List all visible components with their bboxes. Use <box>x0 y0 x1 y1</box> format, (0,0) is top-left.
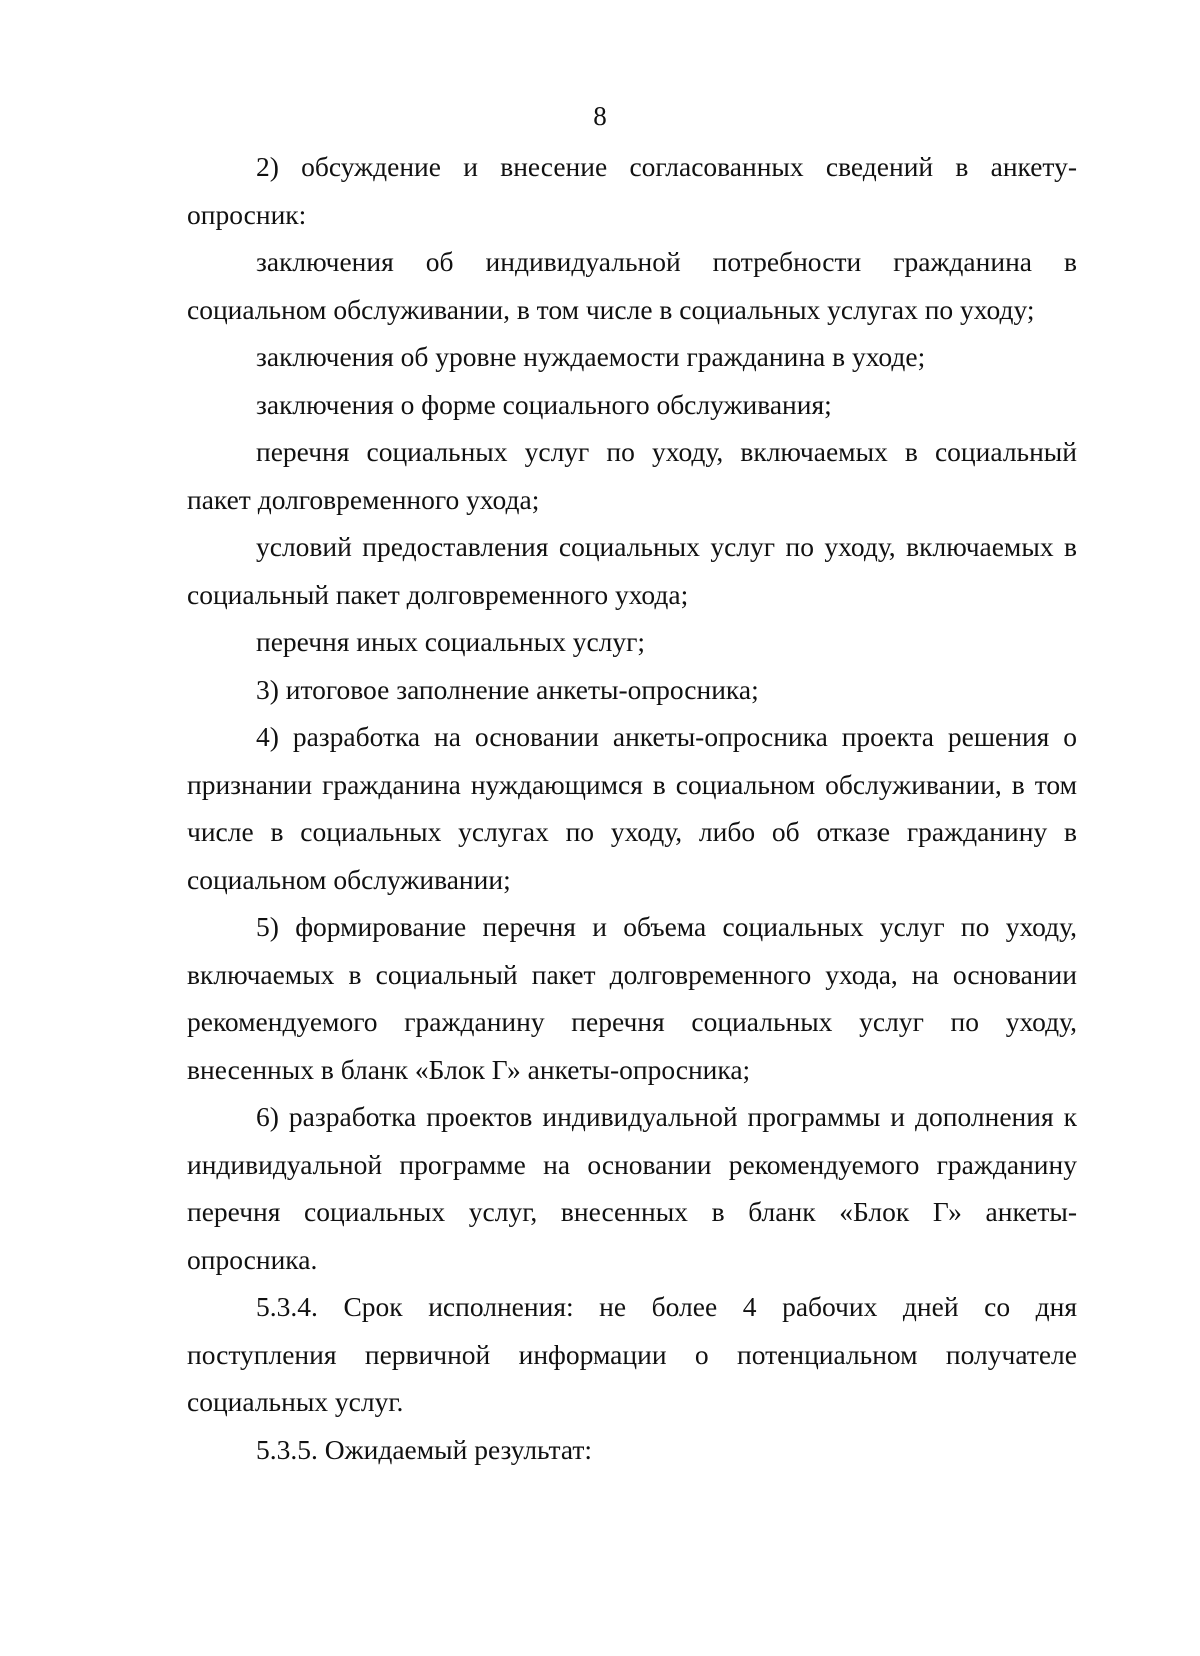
text-line: перечня социальных услуг, внесенных в бланк «Блок Г» анкеты- <box>187 1196 1077 1227</box>
text-line: поступления первичной информации о потенциальном получателе <box>187 1338 1077 1370</box>
text-line: опросник: <box>187 198 307 230</box>
text-line: 6) разработка проектов индивидуальной программы и дополнения к <box>256 1101 1077 1132</box>
text-line: перечня иных социальных услуг; <box>256 626 646 657</box>
text-line: 2) обсуждение и внесение согласованных сведений в анкету- <box>256 151 1077 182</box>
text-line: 4) разработка на основании анкеты-опросника проекта решения о <box>256 721 1077 752</box>
text-line: заключения об индивидуальной потребности гражданина в <box>256 246 1077 277</box>
text-line: 3) итоговое заполнение анкеты-опросника; <box>256 673 759 705</box>
text-line: рекомендуемого гражданину перечня социальных услуг по уходу, <box>187 1006 1077 1037</box>
section-5-3-4-line: 5.3.4. Срок исполнения: не более 4 рабочих дней со дня <box>256 1291 1077 1322</box>
text-line: заключения о форме социального обслуживания; <box>256 388 832 420</box>
text-line: опросника. <box>187 1243 318 1275</box>
text-line: числе в социальных услугах по уходу, либо об отказе гражданину в <box>187 816 1077 847</box>
text-line: перечня социальных услуг по уходу, включаемых в социальный <box>256 436 1077 467</box>
text-line: индивидуальной программе на основании рекомендуемого гражданину <box>187 1148 1077 1180</box>
text-line: социальных услуг. <box>187 1386 404 1417</box>
text-line: социальном обслуживании, в том числе в социальных услугах по уходу; <box>187 293 1035 325</box>
section-5-3-5-heading: 5.3.5. Ожидаемый результат: <box>256 1433 593 1465</box>
text-line: заключения об уровне нуждаемости гражданина в уходе; <box>256 341 926 372</box>
text-line: признании гражданина нуждающимся в социальном обслуживании, в том <box>187 768 1077 800</box>
page-number: 8 <box>593 101 607 131</box>
text-line: включаемых в социальный пакет долговременного ухода, на основании <box>187 958 1077 990</box>
text-line: пакет долговременного ухода; <box>187 483 540 515</box>
text-line: социальный пакет долговременного ухода; <box>187 578 689 610</box>
text-line: социальном обслуживании; <box>187 863 511 895</box>
document-body <box>187 143 1077 1473</box>
text-line: 5) формирование перечня и объема социальных услуг по уходу, <box>256 911 1077 942</box>
text-line: внесенных в бланк «Блок Г» анкеты-опросника; <box>187 1053 751 1085</box>
text-line: условий предоставления социальных услуг по уходу, включаемых в <box>256 531 1077 562</box>
